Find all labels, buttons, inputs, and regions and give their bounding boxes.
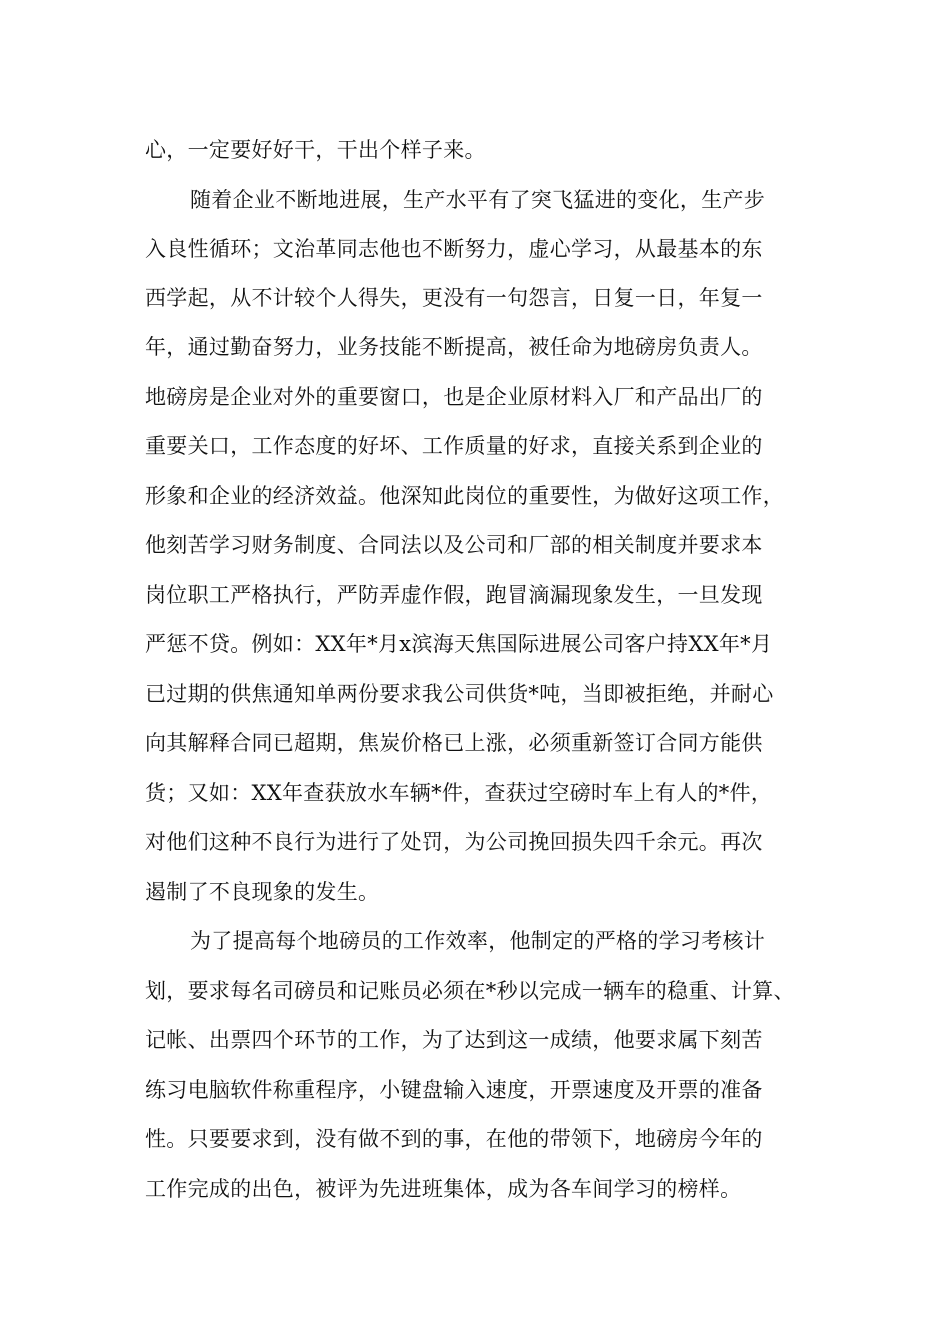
- text-line: 入良性循环；文治革同志他也不断努力，虚心学习，从最基本的东: [145, 237, 763, 261]
- text-line: 遏制了不良现象的发生。: [145, 880, 380, 904]
- text-line: 岗位职工严格执行，严防弄虚作假，跑冒滴漏现象发生，一旦发现: [145, 583, 763, 607]
- paragraph-start-line: 随着企业不断地进展，生产水平有了突飞猛进的变化，生产步: [190, 188, 766, 212]
- text-line: 地磅房是企业对外的重要窗口，也是企业原材料入厂和产品出厂的: [145, 385, 763, 409]
- text-line: 划，要求每名司磅员和记账员必须在*秒以完成一辆车的稳重、计算、: [145, 979, 795, 1003]
- text-line: 形象和企业的经济效益。他深知此岗位的重要性，为做好这项工作，: [145, 484, 784, 508]
- paragraph-start-line: 为了提高每个地磅员的工作效率，他制定的严格的学习考核计: [190, 929, 766, 953]
- text-line: 心，一定要好好干，干出个样子来。: [145, 138, 486, 162]
- text-line: 练习电脑软件称重程序，小键盘输入速度，开票速度及开票的准备: [145, 1078, 763, 1102]
- text-line: 重要关口，工作态度的好坏、工作质量的好求，直接关系到企业的: [145, 434, 763, 458]
- text-line: 性。只要要求到，没有做不到的事，在他的带领下，地磅房今年的: [145, 1127, 763, 1151]
- text-line: 已过期的供焦通知单两份要求我公司供货*吨，当即被拒绝，并耐心: [145, 682, 774, 706]
- text-line: 严惩不贷。例如：XX年*月x滨海天焦国际进展公司客户持XX年*月: [145, 632, 773, 656]
- text-line: 记帐、出票四个环节的工作，为了达到这一成绩，他要求属下刻苦: [145, 1028, 763, 1052]
- text-line: 他刻苦学习财务制度、合同法以及公司和厂部的相关制度并要求本: [145, 533, 763, 557]
- text-line: 对他们这种不良行为进行了处罚，为公司挽回损失四千余元。再次: [145, 830, 763, 854]
- text-line: 西学起，从不计较个人得失，更没有一句怨言，日复一日，年复一: [145, 286, 763, 310]
- text-line: 年，通过勤奋努力，业务技能不断提高，被任命为地磅房负责人。: [145, 335, 763, 359]
- text-line: 向其解释合同已超期，焦炭价格已上涨，必须重新签订合同方能供: [145, 731, 763, 755]
- text-line: 货；又如：XX年查获放水车辆*件，查获过空磅时车上有人的*件，: [145, 781, 773, 805]
- text-line: 工作完成的出色，被评为先进班集体，成为各车间学习的榜样。: [145, 1177, 742, 1201]
